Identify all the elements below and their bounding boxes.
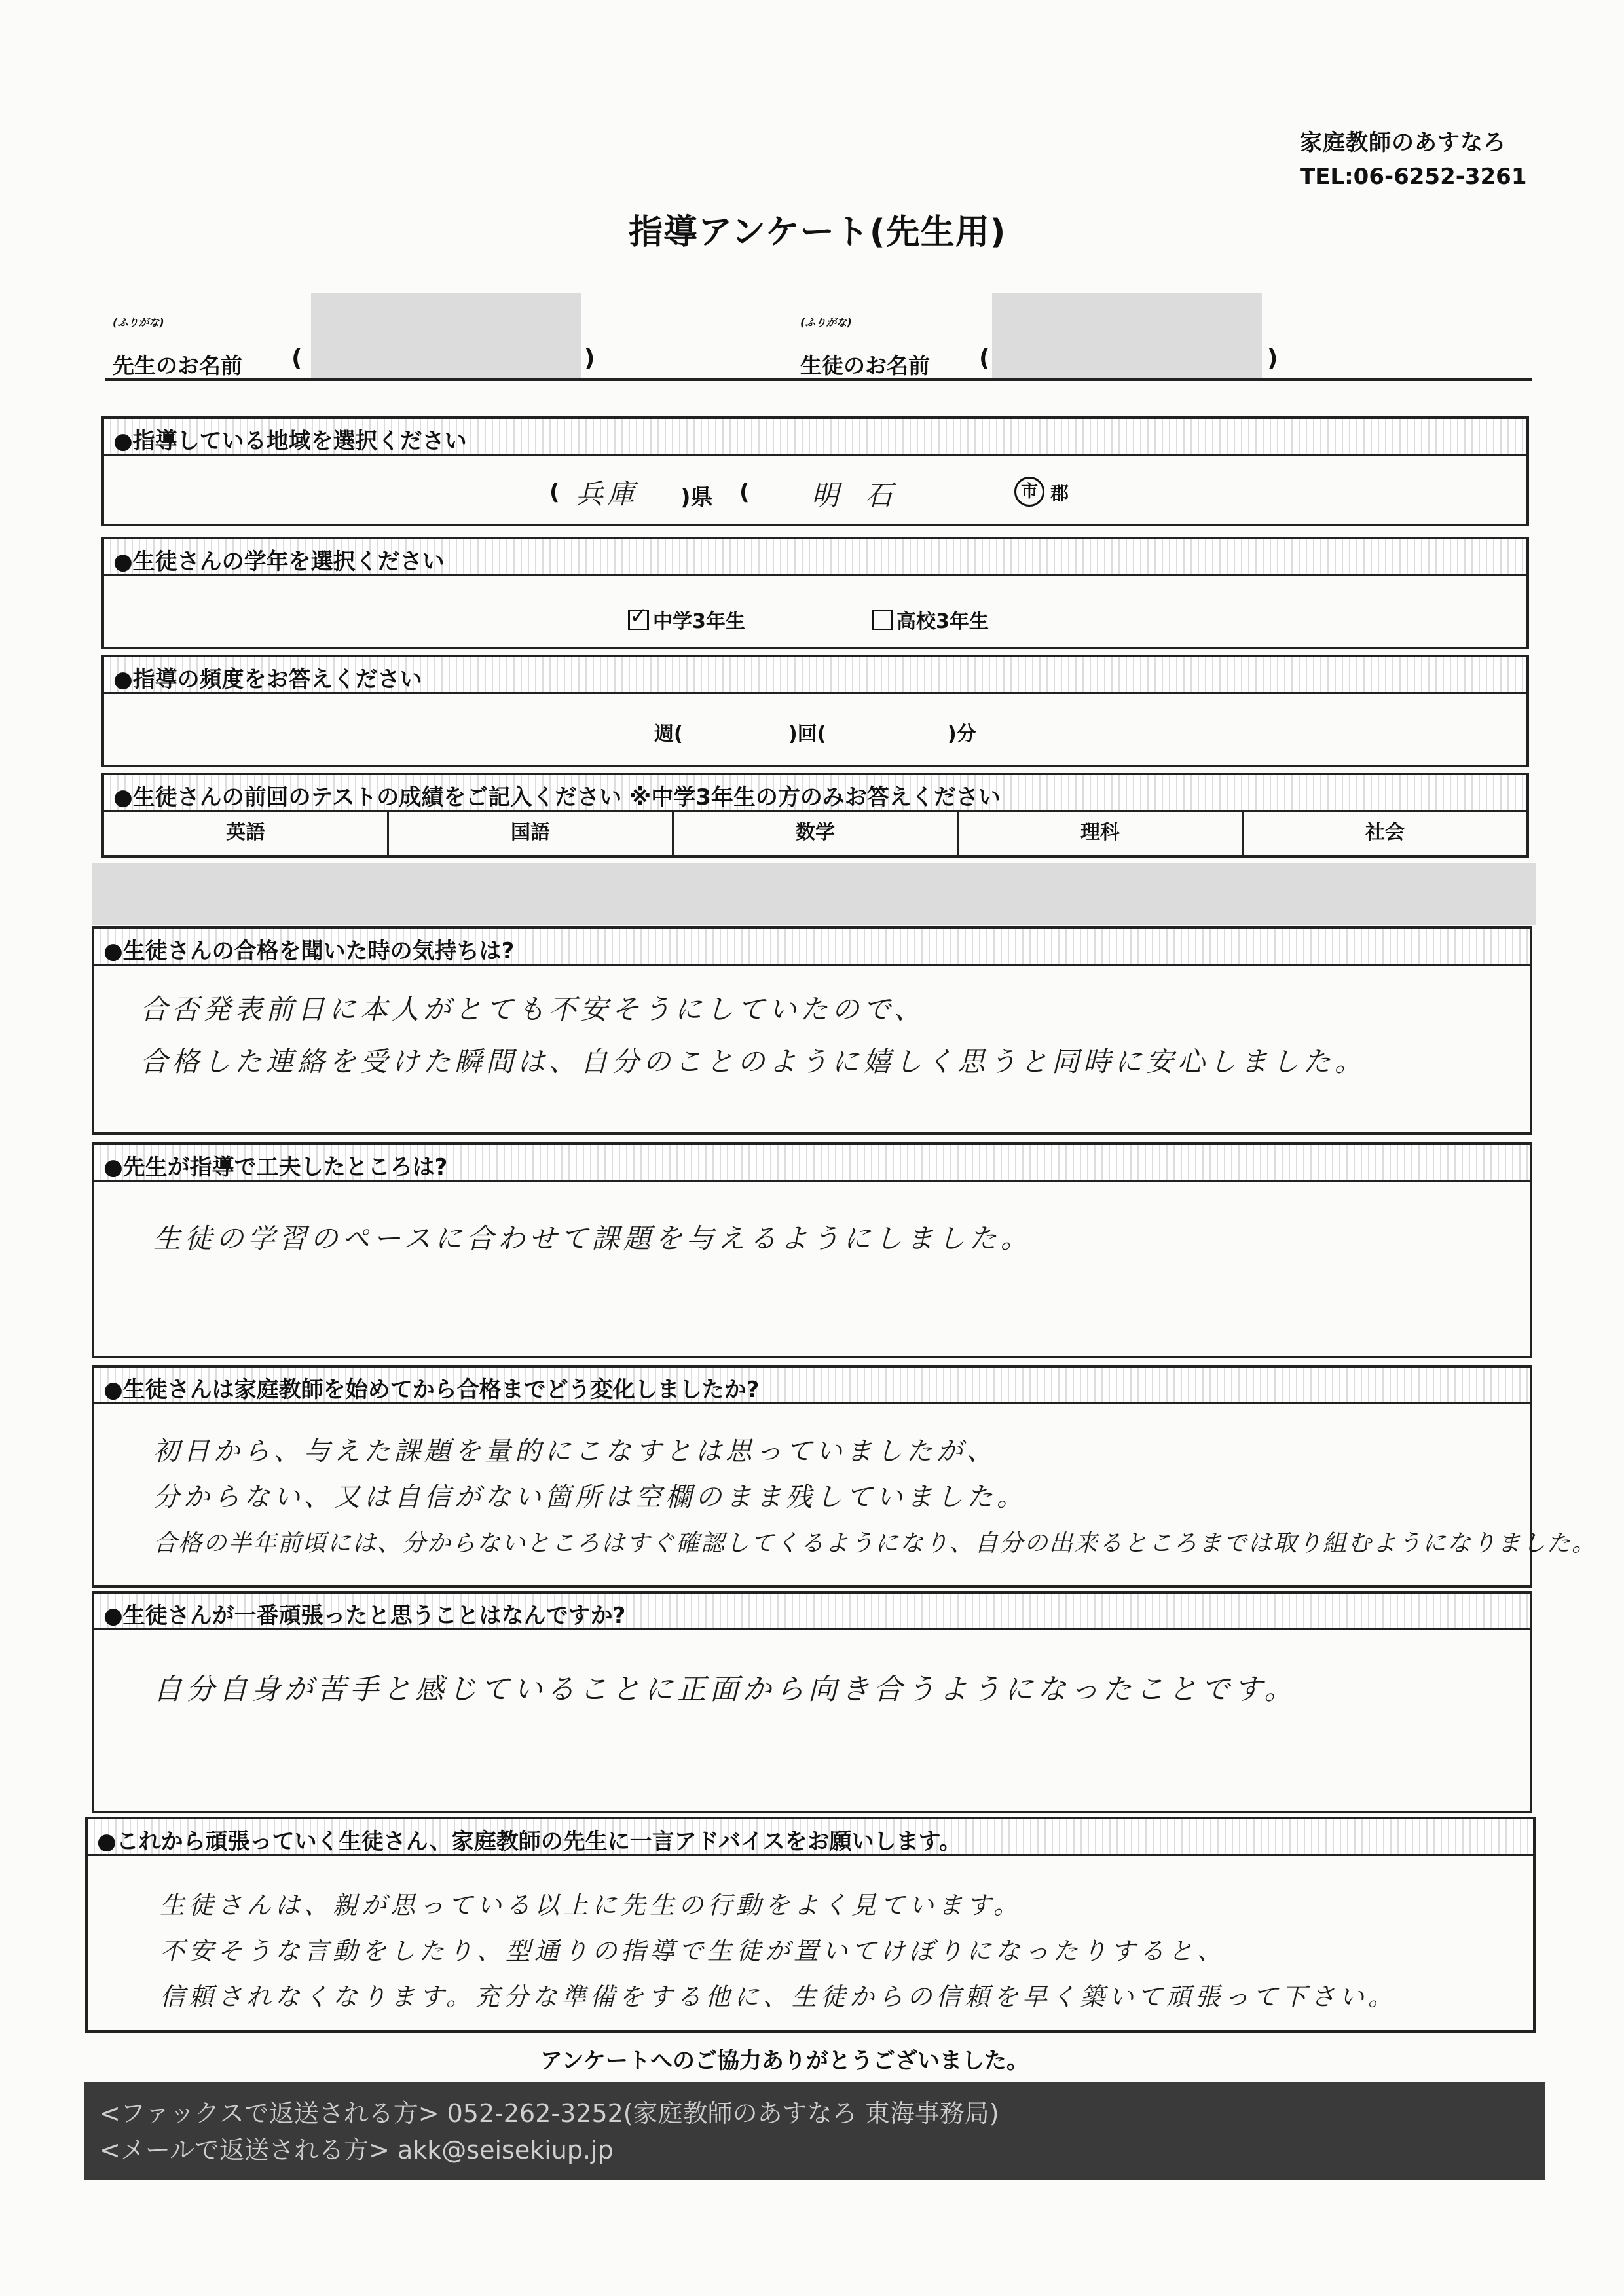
method-section: [92, 1142, 1532, 1358]
region-prefecture: 兵庫: [576, 478, 639, 510]
frequency-heading: ●指導の頻度をお答えください: [104, 657, 1526, 694]
grade-section: [101, 537, 1529, 649]
region-city: 明石: [811, 479, 919, 511]
feeling-section: [92, 926, 1532, 1135]
method-line-1: 生徒の学習のペースに合わせて課題を与えるようにしました。: [153, 1222, 1032, 1254]
region-city-circle: 市: [1014, 477, 1044, 507]
mail-return-line: <メールで返送される方> akk@seisekiup.jp: [100, 2136, 614, 2164]
advice-line-1: 生徒さんは、親が思っている以上に先生の行動をよく見ています。: [160, 1891, 1022, 1920]
teacher-furigana-label: (ふりがな): [113, 316, 164, 329]
frequency-minutes-label: )分: [948, 723, 976, 746]
checkbox-empty-icon[interactable]: [872, 610, 893, 630]
change-line-3: 合格の半年前頃には、分からないところはすぐ確認してくるようになり、自分の出来るところまでは取り組むようになりました。: [153, 1530, 1597, 1557]
page-title: 指導アンケート(先生用): [629, 213, 1006, 252]
subject-japanese: 国語: [389, 812, 674, 855]
company-tel: TEL:06-6252-3261: [1300, 164, 1527, 190]
change-section: [92, 1365, 1597, 1588]
checkbox-checked-icon[interactable]: [628, 610, 649, 630]
grade-option-high3[interactable]: [872, 605, 989, 634]
teacher-close-paren: ): [584, 345, 595, 372]
grade-heading: ●生徒さんの学年を選択ください: [104, 539, 1526, 576]
company-name: 家庭教師のあすなろ: [1300, 130, 1506, 156]
frequency-week-label: 週(: [654, 723, 683, 746]
return-info-footer: [84, 2082, 1545, 2180]
advice-section: [85, 1817, 1536, 2033]
effort-section: [92, 1591, 1532, 1813]
region-open-paren-2: (: [739, 479, 750, 505]
change-line-2: 分からない、又は自信がない箇所は空欄のまま残していました。: [153, 1482, 1027, 1512]
student-furigana-label: (ふりがな): [800, 316, 852, 329]
region-section: [101, 416, 1529, 526]
region-heading: ●指導している地域を選択ください: [104, 419, 1526, 456]
frequency-section: [101, 655, 1529, 767]
region-city-suffix: 郡: [1050, 483, 1069, 504]
scores-heading: ●生徒さんの前回のテストの成績をご記入ください ※中学3年生の方のみお答えください: [104, 775, 1526, 812]
region-open-paren-1: (: [549, 479, 560, 505]
feeling-line-1: 合否発表前日に本人がとても不安そうにしていたので、: [140, 993, 926, 1025]
grade-option-junior3-label: 中学3年生: [653, 610, 745, 633]
subject-social: 社会: [1365, 821, 1405, 844]
advice-line-3: 信頼されなくなります。充分な準備をする他に、生徒からの信頼を早く築いて頑張って下さい。: [160, 1982, 1397, 2011]
teacher-name-label: 先生のお名前: [113, 353, 242, 378]
teacher-name-redacted: [311, 293, 581, 378]
change-heading: ●生徒さんは家庭教師を始めてから合格までどう変化しましたか?: [94, 1368, 1530, 1404]
student-close-paren: ): [1267, 345, 1278, 372]
student-open-paren: (: [979, 345, 990, 372]
feeling-line-2: 合格した連絡を受けた瞬間は、自分のことのように嬉しく思うと同時に安心しました。: [140, 1046, 1367, 1078]
student-name-redacted: [992, 293, 1262, 378]
advice-line-2: 不安そうな言動をしたり、型通りの指導で生徒が置いてけぼりになったりすると、: [160, 1937, 1227, 1965]
subject-science: 理科: [959, 812, 1244, 855]
effort-heading: ●生徒さんが一番頑張ったと思うことはなんですか?: [94, 1594, 1530, 1630]
subject-english: 英語: [104, 812, 389, 855]
method-heading: ●先生が指導で工夫したところは?: [94, 1145, 1530, 1182]
scores-redacted: [92, 863, 1536, 925]
scores-section: [101, 773, 1529, 858]
thanks-text: アンケートへのご協力ありがとうございました。: [540, 2048, 1029, 2074]
student-name-label: 生徒のお名前: [800, 353, 930, 378]
grade-option-high3-label: 高校3年生: [896, 610, 989, 633]
subject-header-row: [104, 812, 1526, 855]
fax-return-line: <ファックスで返送される方> 052-262-3252(家庭教師のあすなろ 東海事務局): [100, 2099, 999, 2128]
region-pref-suffix: )県: [680, 484, 713, 511]
grade-option-junior3[interactable]: [628, 605, 745, 634]
frequency-times-label: )回(: [788, 723, 826, 746]
name-underline: [105, 378, 1532, 381]
advice-heading: ●これから頑張っていく生徒さん、家庭教師の先生に一言アドバイスをお願いします。: [88, 1819, 1533, 1856]
feeling-heading: ●生徒さんの合格を聞いた時の気持ちは?: [94, 929, 1530, 966]
effort-line-1: 自分自身が苦手と感じていることに正面から向き合うようになったことです。: [153, 1673, 1297, 1706]
subject-math: 数学: [674, 812, 959, 855]
teacher-open-paren: (: [291, 345, 303, 372]
change-line-1: 初日から、与えた課題を量的にこなすとは思っていましたが、: [153, 1436, 997, 1467]
